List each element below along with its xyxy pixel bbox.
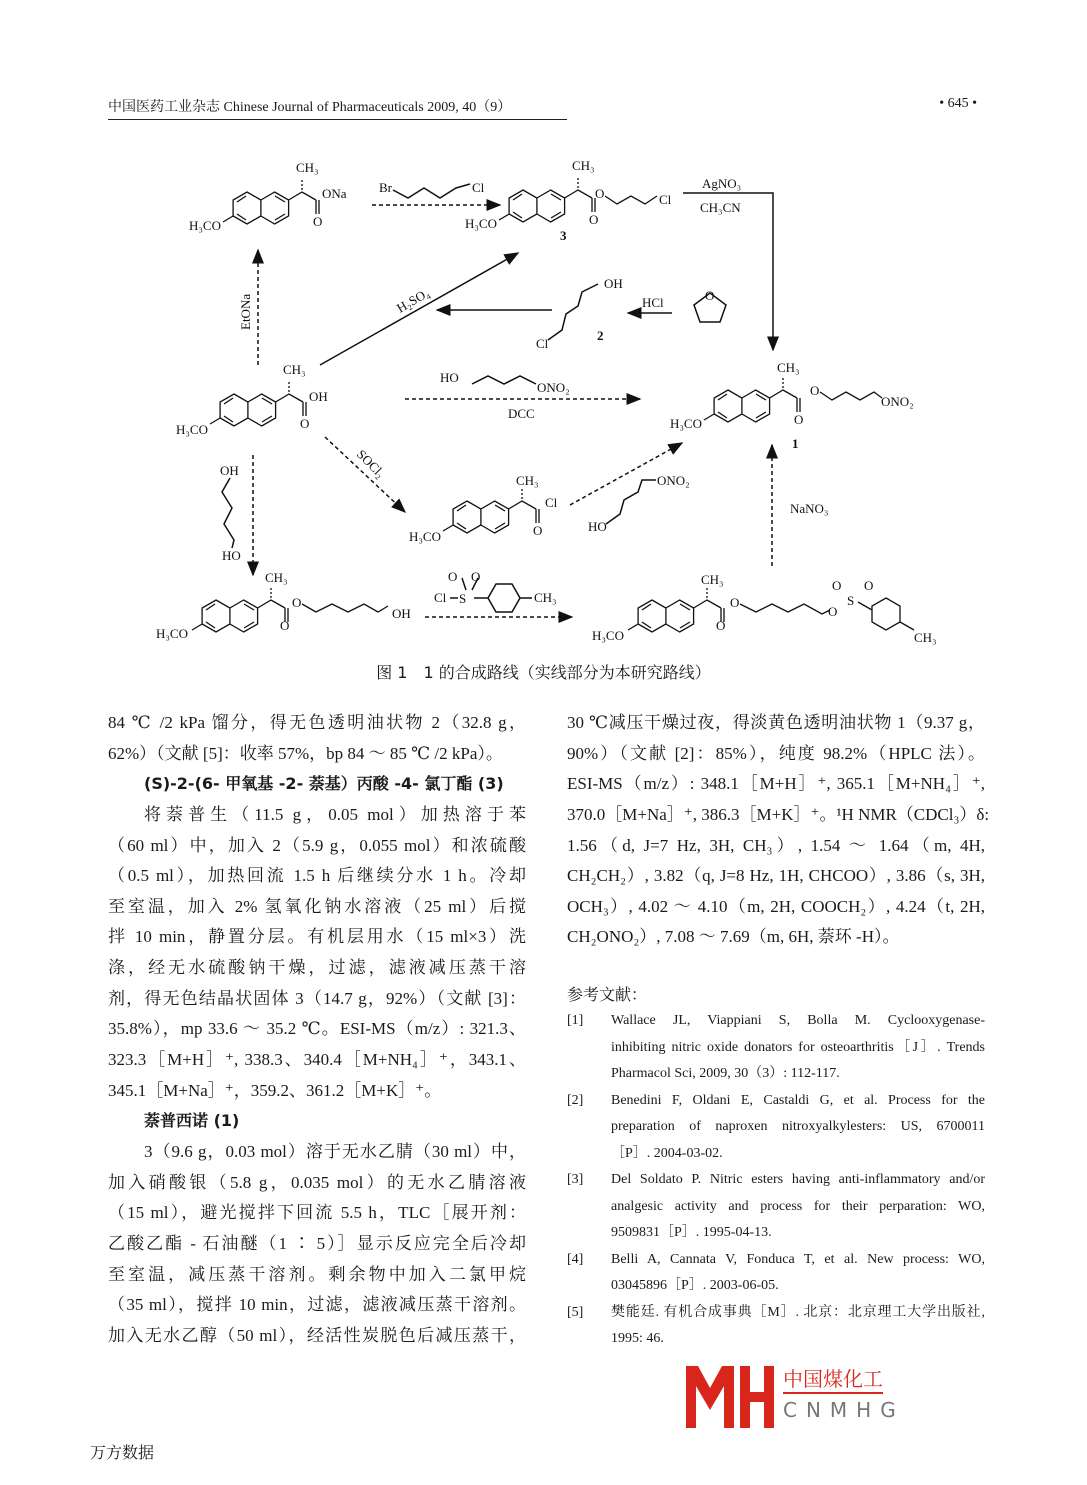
reference-item <box>567 1008 985 1088</box>
reference-number: [3] <box>567 1172 584 1187</box>
mh-logo-icon <box>686 1366 776 1428</box>
text-line: ESI-MS（m/z）: 348.1［M+H］⁺, 365.1［M+NH₄］⁺, <box>567 774 985 794</box>
ester-o-label: O <box>810 383 820 398</box>
watermark-logo <box>686 1366 986 1428</box>
methyl-label: CH₃ <box>283 362 306 377</box>
text-line: CH₂CH₂）, 3.82（q, J=8 Hz, 1H, CHCOO）, 3.86（s, 3H, <box>567 866 985 886</box>
reference-line: inhibiting nitric oxide donators for osteoarthritis［J］. Trends <box>611 1039 985 1055</box>
section-heading: (S)-2-(6- 甲氧基 -2- 萘基）丙酸 -4- 氯丁酯 (3) <box>144 774 504 794</box>
methoxy-label: H₃CO <box>592 628 624 643</box>
sulfonyl-o-label: O <box>448 569 458 584</box>
reference-line: Benedini F, Oldani E, Castaldi G, et al. Process for the <box>611 1092 985 1108</box>
watermark-en: CNMHG <box>783 1398 905 1422</box>
acid-chloride-structure <box>409 473 558 544</box>
text-line: 拌 10 min，静置分层。有机层用水（15 ml×3）洗 <box>108 927 526 947</box>
compound-number-2: 2 <box>597 328 604 343</box>
methyl-label: CH₃ <box>534 590 557 605</box>
ch3cn-label: CH₃CN <box>700 200 741 215</box>
methoxy-label: H₃CO <box>189 218 221 233</box>
text-line: （0.5 ml），加热回流 1.5 h 后继续分水 1 h。冷却 <box>108 866 526 886</box>
sulfonyl-o-label: O <box>832 578 842 593</box>
reference-item <box>567 1167 985 1247</box>
text-line: 30 ℃减压干燥过夜，得淡黄色透明油状物 1（9.37 g， <box>567 713 985 732</box>
nitration-arrow <box>683 193 773 350</box>
reference-item <box>567 1088 985 1168</box>
text-line: 加入无水乙醇（50 ml），经活性炭脱色后减压蒸干， <box>108 1325 526 1345</box>
watermark-cn: 中国煤化工 <box>783 1366 883 1394</box>
nitrate-label: ONO₂ <box>881 394 914 409</box>
text-line: （15 ml），避光搅拌下回流 5.5 h，TLC［展开剂： <box>108 1203 526 1223</box>
reference-item <box>567 1247 985 1300</box>
footer-source: 万方数据 <box>90 1443 155 1462</box>
carbonyl-o-label: O <box>716 618 726 633</box>
reference-line: Del Soldato P. Nitric esters having anti-inflammatory and/or <box>611 1172 985 1187</box>
reference-line: 9509831［P］. 1995-04-13. <box>611 1225 772 1240</box>
sulfonyl-o-label: O <box>471 569 481 584</box>
hydroxyl-label: OH <box>309 389 328 404</box>
naproxen-structure <box>176 362 328 437</box>
dcc-label: DCC <box>508 406 535 421</box>
methoxy-label: H₃CO <box>670 416 702 431</box>
nano3-label: NaNO₃ <box>790 501 829 516</box>
text-line: 323.3［M+H］⁺, 338.3、340.4［M+NH₄］⁺，343.1、 <box>108 1050 526 1070</box>
h2so4-label: H₂SO₄ <box>394 285 432 316</box>
text-line: CH₂ONO₂）, 7.08 ～ 7.69（m, 6H, 萘环 -H）。 <box>567 927 900 947</box>
compound-1-structure <box>670 360 914 451</box>
compound-number-3: 3 <box>560 228 567 243</box>
reference-number: [1] <box>567 1013 584 1028</box>
hydroxyl-label: OH <box>392 606 411 621</box>
carbonyl-o-label: O <box>589 212 599 227</box>
compound-3-structure <box>465 158 672 243</box>
carbonyl-o-label: O <box>300 416 310 431</box>
methyl-label: CH₃ <box>516 473 539 488</box>
text-line: OCH₃）, 4.02 ～ 4.10（m, 2H, COOCH₂）, 4.24（t, 2H, <box>567 896 985 916</box>
sulfonyl-o-label: O <box>828 604 838 619</box>
compound-number-1: 1 <box>792 436 799 451</box>
bromo-label: Br <box>379 180 392 195</box>
hydroxybutyl-ester-structure <box>156 570 411 641</box>
methyl-label: CH₃ <box>701 572 724 587</box>
right-column <box>567 708 990 953</box>
text-line: 加入硝酸银（5.8 g，0.035 mol）的无水乙腈溶液 <box>108 1172 526 1192</box>
text-line: 345.1［M+Na］⁺，359.2、361.2［M+K］⁺。 <box>108 1080 442 1100</box>
carbonyl-o-label: O <box>794 412 804 427</box>
reference-item <box>567 1300 985 1353</box>
text-line: 剂，得无色结晶状固体 3（14.7 g，92%）（文献 [3]： <box>108 988 526 1008</box>
references <box>567 982 985 1353</box>
chloro-label: Cl <box>472 180 485 195</box>
text-line: 至室温，加入 2% 氢氧化钠水溶液（25 ml）后搅 <box>108 896 526 916</box>
reference-line: ［P］. 2004-03-02. <box>611 1145 723 1161</box>
methoxy-label: H₃CO <box>465 216 497 231</box>
text-line: 35.8%），mp 33.6 ～ 35.2 ℃。ESI-MS（m/z）: 321.3、 <box>108 1019 526 1039</box>
text-line: 1.56（d, J=7 Hz, 3H, CH₃）, 1.54 ～ 1.64（m, 4H, <box>567 835 985 855</box>
methoxy-label: H₃CO <box>156 626 188 641</box>
text-line: 90%）（文献 [2]：85%），纯度 98.2%（HPLC 法）。 <box>567 743 985 763</box>
methyl-label: CH₃ <box>914 630 937 645</box>
ester-o-label: O <box>292 595 302 610</box>
figure-caption: 图 1 1 的合成路线（实线部分为本研究路线） <box>376 663 711 682</box>
text-line: 涤，经无水硫酸钠干燥，过滤，滤液减压蒸干溶 <box>108 958 526 978</box>
ester-o-label: O <box>730 595 740 610</box>
text-line: 将萘普生（11.5 g，0.05 mol）加热溶于苯 <box>144 804 526 824</box>
socl2-label: SOCl₂ <box>353 446 389 481</box>
tosylate-structure <box>592 572 937 645</box>
agno3-label: AgNO₃ <box>702 176 742 191</box>
etona-label: EtONa <box>238 293 253 330</box>
hydroxyl-label: OH <box>604 276 623 291</box>
references-title: 参考文献： <box>567 985 648 1004</box>
text-line: （35 ml），搅拌 10 min，过滤，滤液减压蒸干溶剂。 <box>108 1295 526 1315</box>
reference-line: preparation of naproxen nitroxyalkylesters: US, 6700011 <box>611 1119 985 1134</box>
reference-line: Wallace JL, Viappiani S, Bolla M. Cyclooxygenase- <box>611 1013 985 1028</box>
running-header: 中国医药工业杂志 Chinese Journal of Pharmaceuticals 2009, 40（9） <box>108 100 512 115</box>
nitrate-label: ONO₂ <box>537 380 570 395</box>
hydroxyl-label: HO <box>222 548 241 563</box>
ona-label: ONa <box>322 186 347 201</box>
reference-number: [5] <box>567 1304 584 1320</box>
reference-line: 樊能廷. 有机合成事典［M］. 北京：北京理工大学出版社, <box>611 1304 985 1320</box>
thf-oxygen-label: O <box>705 288 715 303</box>
text-line: 至室温，减压蒸干溶剂。剩余物中加入二氯甲烷 <box>108 1264 526 1284</box>
page-number: • 645 • <box>939 96 977 111</box>
hcl-label: HCl <box>642 295 664 310</box>
text-line: 84 ℃ /2 kPa 馏分，得无色透明油状物 2（32.8 g， <box>108 713 526 732</box>
reference-line: Belli A, Cannata V, Fonduca T, et al. New process: WO, <box>611 1251 985 1267</box>
reference-line: 1995: 46. <box>611 1331 664 1346</box>
methoxy-label: H₃CO <box>176 422 208 437</box>
methyl-label: CH₃ <box>777 360 800 375</box>
sulfonyl-o-label: O <box>864 578 874 593</box>
chloro-label: Cl <box>545 495 558 510</box>
reference-number: [2] <box>567 1092 584 1108</box>
methoxy-label: H₃CO <box>409 529 441 544</box>
hydroxyl-label: HO <box>440 370 459 385</box>
text-line: 62%）（文献 [5]：收率 57%，bp 84 ～ 85 ℃ /2 kPa）。 <box>108 743 503 763</box>
reference-line: 03045896［P］. 2003-06-05. <box>611 1278 779 1293</box>
methyl-label: CH₃ <box>265 570 288 585</box>
sulfur-label: S <box>459 591 467 606</box>
reference-line: Pharmacol Sci, 2009, 30（3）: 112-117. <box>611 1066 840 1081</box>
left-column <box>108 708 526 1351</box>
reference-number: [4] <box>567 1251 584 1267</box>
text-line: （60 ml）中，加入 2（5.9 g，0.055 mol）和浓硫酸 <box>108 835 526 855</box>
synthesis-scheme <box>0 0 1087 660</box>
nitrate-label: ONO₂ <box>657 473 690 488</box>
ester-o-label: O <box>595 186 605 201</box>
esterification-arrow <box>320 253 518 365</box>
chloro-label: Cl <box>659 192 672 207</box>
hydroxyl-label: HO <box>588 519 607 534</box>
text-line: 370.0［M+Na］⁺, 386.3［M+K］⁺。¹H NMR（CDCl₃）δ: <box>567 804 990 824</box>
reference-line: analgesic activity and process for their perparation: WO, <box>611 1198 985 1214</box>
chloro-label: Cl <box>536 336 549 351</box>
text-line: 3（9.6 g，0.03 mol）溶于无水乙腈（30 ml）中， <box>144 1141 526 1161</box>
sulfur-label: S <box>847 593 855 608</box>
section-heading: 萘普西诺 (1) <box>144 1111 240 1131</box>
methyl-label: CH₃ <box>296 160 319 175</box>
carbonyl-o-label: O <box>533 523 543 538</box>
chloro-label: Cl <box>434 590 447 605</box>
carbonyl-o-label: O <box>313 214 323 229</box>
text-line: 乙酸乙酯 - 石油醚（1 ∶ 5）］显示反应完全后冷却 <box>108 1233 526 1253</box>
carbonyl-o-label: O <box>280 618 290 633</box>
sodium-naproxen-structure <box>189 160 347 233</box>
hydroxyl-label: OH <box>220 463 239 478</box>
methyl-label: CH₃ <box>572 158 595 173</box>
